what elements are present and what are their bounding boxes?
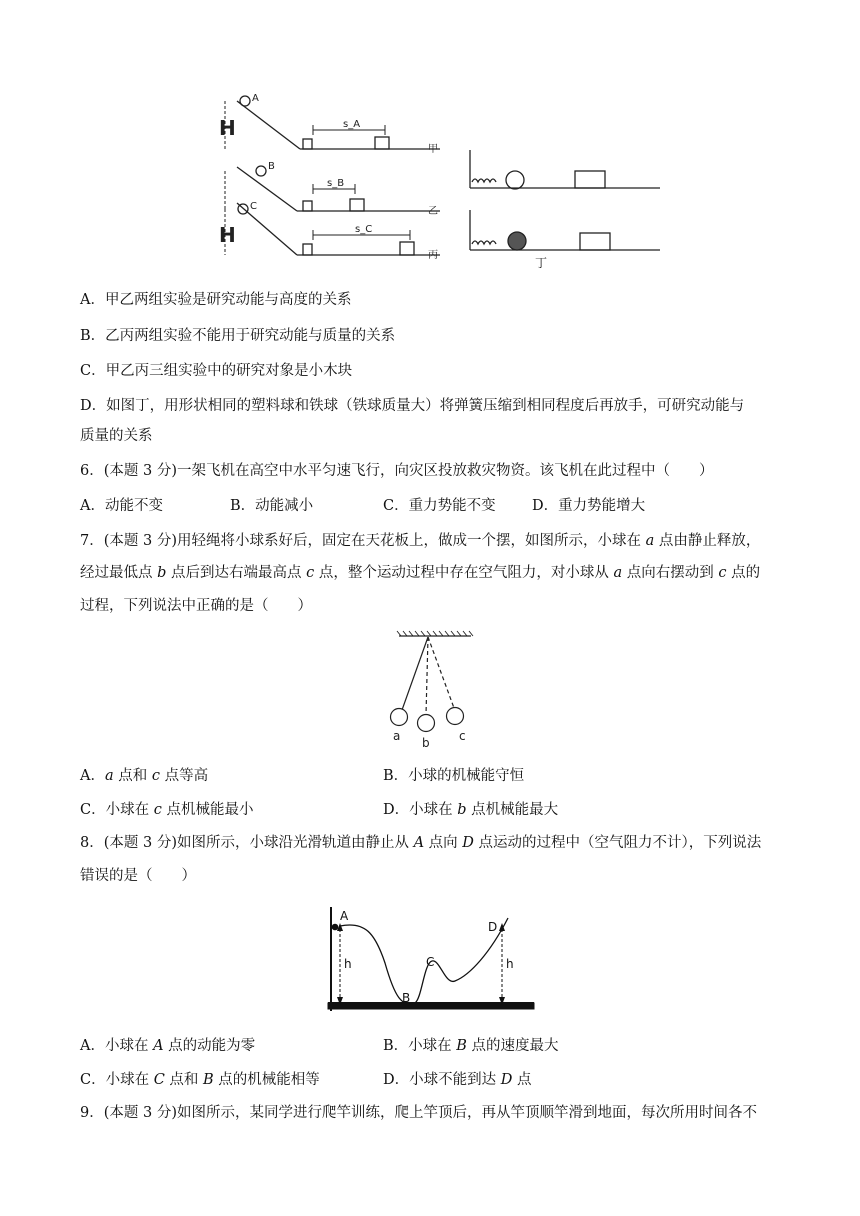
track-label-A: A	[340, 909, 349, 923]
ramp-jia	[237, 101, 300, 149]
q6-option-c: C．重力势能不变	[383, 498, 496, 514]
fig-label-C: C	[250, 201, 257, 212]
track-label-h-right: h	[506, 957, 514, 971]
track-label-D: D	[488, 920, 498, 934]
pendulum-label-b: b	[422, 736, 430, 750]
q5-option-a: A．甲乙两组实验是研究动能与高度的关系	[80, 292, 352, 308]
q6-option-a: A．动能不变	[80, 498, 163, 514]
fig-label-sB: s_B	[327, 178, 345, 189]
q5-option-d-line1: D．如图丁，用形状相同的塑料球和铁球（铁球质量大）将弹簧压缩到相同程度后再放手，可研究动能与	[80, 398, 745, 414]
pendulum-label-a: a	[393, 729, 401, 743]
fig-label-A: A	[252, 93, 259, 104]
q5-option-c: C．甲乙丙三组实验中的研究对象是小木块	[80, 363, 353, 379]
q8-option-a: A．小球在 A 点的动能为零	[80, 1038, 256, 1054]
fig-label-bing: 丙	[428, 250, 438, 261]
q6-stem: 6．(本题 3 分)一架飞机在高空中水平匀速飞行，向灾区投放救灾物资。该飞机在此过程中（ ）	[80, 463, 714, 479]
q8-option-d: D．小球不能到达 D 点	[383, 1072, 532, 1088]
q5-option-b: B．乙丙两组实验不能用于研究动能与质量的关系	[80, 328, 396, 344]
q8-stem-line2: 错误的是（ ）	[80, 868, 196, 884]
q6-option-b: B．动能减小	[230, 498, 314, 514]
q7-stem-line1: 7．(本题 3 分)用轻绳将小球系好后，固定在天花板上，做成一个摆，如图所示，小球在 a 点由静止释放，	[80, 533, 761, 549]
track-label-h-left: h	[344, 957, 352, 971]
q5-figure	[215, 85, 665, 275]
fig-label-H2: H	[219, 223, 236, 247]
fig-label-H1: H	[219, 116, 236, 140]
q8-option-b: B．小球在 B 点的速度最大	[383, 1038, 559, 1054]
fig-label-jia: 甲	[428, 144, 438, 155]
q7-option-a: A．a 点和 c 点等高	[80, 768, 209, 784]
q9-stem: 9．(本题 3 分)如图所示，某同学进行爬竿训练，爬上竿顶后，再从竿顶顺竿滑到地面，每次所用时间各不	[80, 1105, 757, 1121]
q7-stem-line2: 经过最低点 b 点后到达右端最高点 c 点，整个运动过程中存在空气阻力，对小球从 a 点向右摆动到 c 点的	[80, 565, 761, 581]
fig-label-yi: 乙	[428, 206, 438, 217]
q7-pendulum-figure	[385, 628, 485, 753]
track-label-C: C	[426, 955, 435, 969]
q7-option-c: C．小球在 c 点机械能最小	[80, 802, 254, 818]
q8-stem-line1: 8．(本题 3 分)如图所示，小球沿光滑轨道由静止从 A 点向 D 点运动的过程中（空气阻力不计），下列说法	[80, 835, 762, 851]
fig-label-sC: s_C	[355, 224, 373, 235]
fig-label-B: B	[268, 161, 275, 172]
q6-option-d: D．重力势能增大	[532, 498, 646, 514]
q7-option-d: D．小球在 b 点机械能最大	[383, 802, 559, 818]
fig-label-ding: 丁	[535, 256, 548, 270]
pendulum-label-c: c	[459, 729, 466, 743]
track-label-B: B	[402, 991, 411, 1005]
q8-track-figure	[320, 903, 540, 1018]
q5-option-d-line2: 质量的关系	[80, 428, 153, 444]
q7-option-b: B．小球的机械能守恒	[383, 768, 525, 784]
q7-stem-line3: 过程，下列说法中正确的是（ ）	[80, 598, 312, 614]
fig-label-sA: s_A	[343, 119, 361, 130]
q8-option-c: C．小球在 C 点和 B 点的机械能相等	[80, 1072, 320, 1088]
